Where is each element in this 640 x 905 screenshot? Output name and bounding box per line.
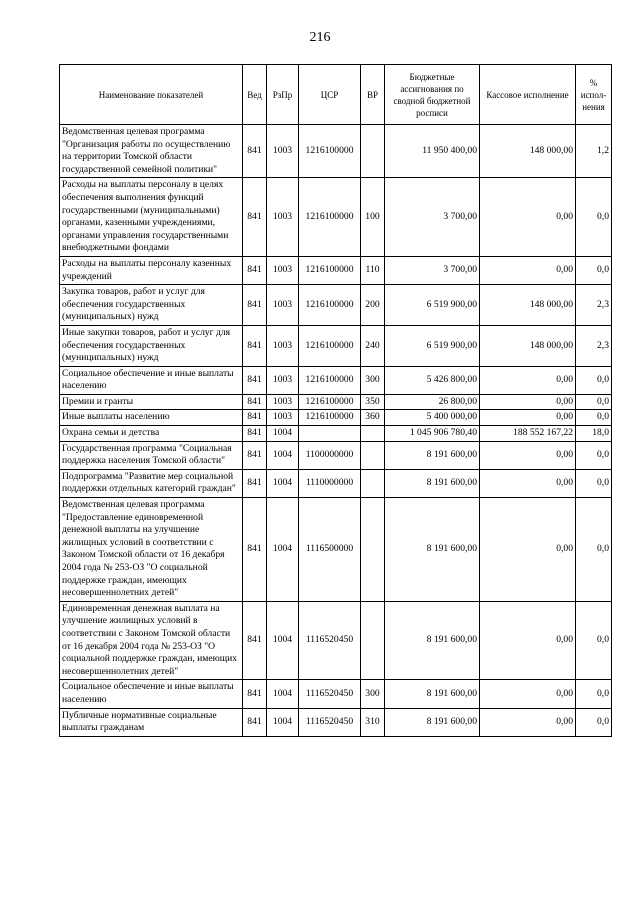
row-cash: 0,00 [480,469,576,497]
row-name: Государственная программа "Социальная поддержка населения Томской области" [60,441,243,469]
row-budget: 6 519 900,00 [385,285,480,326]
table-row [60,125,612,178]
table-row [60,498,612,602]
row-vr [361,469,385,497]
row-name: Единовременная денежная выплата на улучшение жилищных условий в соответствии с Законом Томской области от 16 декабря 2004 года № 253-ОЗ "О социальной поддержке граждан, имеющих несовершеннолетних детей" [60,601,243,680]
row-rzpr: 1004 [267,498,299,602]
row-vr: 350 [361,394,385,410]
row-ved: 841 [243,325,267,366]
row-vr [361,125,385,178]
row-cash: 0,00 [480,366,576,394]
row-csr: 1216100000 [299,285,361,326]
row-cash: 148 000,00 [480,125,576,178]
row-budget: 11 950 400,00 [385,125,480,178]
table-row [60,394,612,410]
row-name: Социальное обеспечение и иные выплаты населению [60,680,243,708]
page-number: 216 [309,30,331,45]
row-csr: 1216100000 [299,325,361,366]
row-name: Ведомственная целевая программа "Организация работы по осуществлению на территории Томской области государственной семейной политики" [60,125,243,178]
row-vr [361,426,385,442]
col-header-cash: Кассовое исполнение [480,65,576,125]
row-name: Подпрограмма "Развитие мер социальной поддержки отдельных категорий граждан" [60,469,243,497]
row-csr: 1100000000 [299,441,361,469]
row-budget: 8 191 600,00 [385,498,480,602]
col-header-ved: Вед [243,65,267,125]
row-vr: 110 [361,256,385,284]
row-name: Ведомственная целевая программа "Предоставление единовременной денежной выплаты на улучшение жилищных условий в соответствии с Законом Томской области от 16 декабря 2004 года № 253-ОЗ "О социальной поддержке граждан, имеющих несовершеннолетних детей" [60,498,243,602]
row-cash: 0,00 [480,178,576,257]
row-ved: 841 [243,601,267,680]
row-percent: 0,0 [576,708,612,736]
row-budget: 8 191 600,00 [385,601,480,680]
row-name: Социальное обеспечение и иные выплаты населению [60,366,243,394]
row-name: Охрана семьи и детства [60,426,243,442]
row-csr: 1116520450 [299,680,361,708]
row-csr: 1116500000 [299,498,361,602]
table-row [60,410,612,426]
row-percent: 18,0 [576,426,612,442]
row-vr [361,498,385,602]
col-header-budget: Бюджетные ассигнования по сводной бюджетной росписи [385,65,480,125]
row-ved: 841 [243,469,267,497]
table-row [60,469,612,497]
col-header-name: Наименование показателей [60,65,243,125]
row-cash: 0,00 [480,601,576,680]
row-budget: 8 191 600,00 [385,680,480,708]
row-percent: 0,0 [576,469,612,497]
row-ved: 841 [243,426,267,442]
row-rzpr: 1003 [267,256,299,284]
table-header-row [60,65,612,125]
row-percent: 0,0 [576,256,612,284]
row-cash: 0,00 [480,708,576,736]
row-vr [361,441,385,469]
row-percent: 0,0 [576,410,612,426]
row-ved: 841 [243,680,267,708]
row-cash: 148 000,00 [480,285,576,326]
row-ved: 841 [243,441,267,469]
row-csr: 1216100000 [299,394,361,410]
table-row [60,441,612,469]
table-row [60,178,612,257]
row-csr: 1116520450 [299,708,361,736]
row-csr: 1116520450 [299,601,361,680]
row-rzpr: 1004 [267,469,299,497]
row-budget: 3 700,00 [385,256,480,284]
row-percent: 0,0 [576,498,612,602]
table-row [60,708,612,736]
table-row [60,426,612,442]
row-rzpr: 1003 [267,394,299,410]
row-budget: 3 700,00 [385,178,480,257]
row-csr: 1110000000 [299,469,361,497]
row-ved: 841 [243,256,267,284]
row-name: Иные закупки товаров, работ и услуг для обеспечения государственных (муниципальных) нужд [60,325,243,366]
row-ved: 841 [243,178,267,257]
row-csr: 1216100000 [299,178,361,257]
row-budget: 8 191 600,00 [385,441,480,469]
row-cash: 0,00 [480,394,576,410]
table-row [60,601,612,680]
row-budget: 5 426 800,00 [385,366,480,394]
row-vr: 100 [361,178,385,257]
row-rzpr: 1003 [267,366,299,394]
row-percent: 2,3 [576,325,612,366]
row-percent: 1,2 [576,125,612,178]
row-budget: 26 800,00 [385,394,480,410]
table-row [60,366,612,394]
row-name: Иные выплаты населению [60,410,243,426]
row-csr: 1216100000 [299,410,361,426]
row-cash: 148 000,00 [480,325,576,366]
row-percent: 0,0 [576,178,612,257]
row-percent: 0,0 [576,680,612,708]
row-csr: 1216100000 [299,366,361,394]
row-cash: 0,00 [480,441,576,469]
row-rzpr: 1003 [267,125,299,178]
row-name: Премии и гранты [60,394,243,410]
row-ved: 841 [243,285,267,326]
col-header-rzpr: РзПр [267,65,299,125]
row-budget: 5 400 000,00 [385,410,480,426]
row-rzpr: 1004 [267,426,299,442]
row-percent: 0,0 [576,394,612,410]
row-ved: 841 [243,394,267,410]
row-rzpr: 1003 [267,325,299,366]
row-vr: 200 [361,285,385,326]
col-header-vr: ВР [361,65,385,125]
row-rzpr: 1003 [267,410,299,426]
row-rzpr: 1004 [267,680,299,708]
row-ved: 841 [243,366,267,394]
row-rzpr: 1004 [267,708,299,736]
col-header-percent: % испол- нения [576,65,612,125]
row-vr [361,601,385,680]
row-ved: 841 [243,410,267,426]
row-cash: 0,00 [480,410,576,426]
row-csr: 1216100000 [299,125,361,178]
row-rzpr: 1003 [267,285,299,326]
row-name: Расходы на выплаты персоналу казенных учреждений [60,256,243,284]
budget-table [59,64,612,737]
row-rzpr: 1003 [267,178,299,257]
row-name: Расходы на выплаты персоналу в целях обеспечения выполнения функций государственными (муниципальными) органами, казенными учреждениями, органами управления государственными внебюджетными фондами [60,178,243,257]
row-csr [299,426,361,442]
row-budget: 1 045 906 780,40 [385,426,480,442]
row-cash: 0,00 [480,498,576,602]
row-name: Публичные нормативные социальные выплаты гражданам [60,708,243,736]
row-percent: 0,0 [576,601,612,680]
row-cash: 188 552 167,22 [480,426,576,442]
table-row [60,256,612,284]
table-row [60,325,612,366]
row-ved: 841 [243,125,267,178]
col-header-csr: ЦСР [299,65,361,125]
row-vr: 310 [361,708,385,736]
table-row [60,285,612,326]
row-cash: 0,00 [480,256,576,284]
row-vr: 300 [361,366,385,394]
row-budget: 6 519 900,00 [385,325,480,366]
row-percent: 0,0 [576,366,612,394]
row-vr: 240 [361,325,385,366]
row-rzpr: 1004 [267,441,299,469]
row-vr: 360 [361,410,385,426]
row-vr: 300 [361,680,385,708]
row-ved: 841 [243,708,267,736]
row-csr: 1216100000 [299,256,361,284]
row-ved: 841 [243,498,267,602]
row-budget: 8 191 600,00 [385,708,480,736]
table-row [60,680,612,708]
row-name: Закупка товаров, работ и услуг для обеспечения государственных (муниципальных) нужд [60,285,243,326]
row-budget: 8 191 600,00 [385,469,480,497]
row-percent: 0,0 [576,441,612,469]
row-rzpr: 1004 [267,601,299,680]
row-percent: 2,3 [576,285,612,326]
row-cash: 0,00 [480,680,576,708]
